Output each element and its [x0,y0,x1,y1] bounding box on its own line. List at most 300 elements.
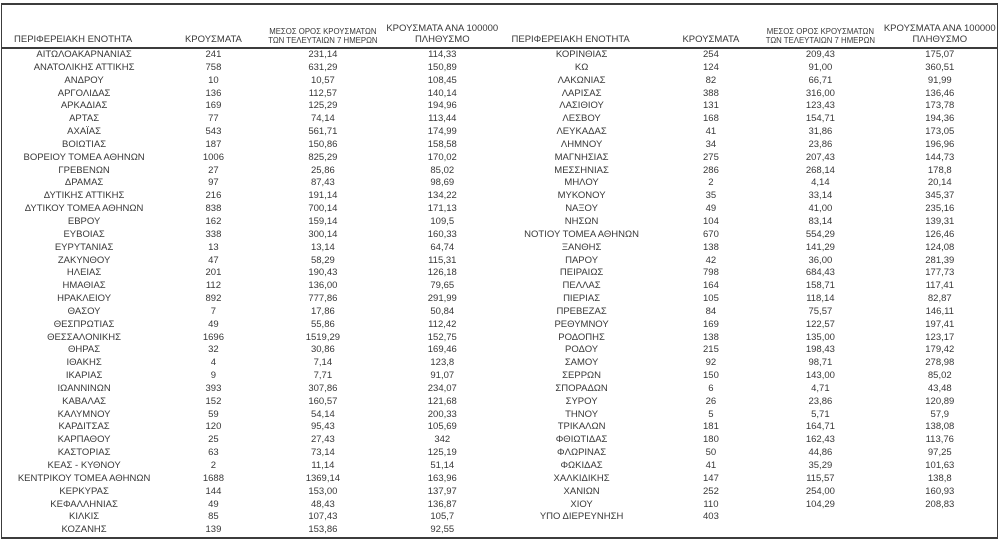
table-row [500,88,998,101]
table-row [2,293,500,306]
table-row [2,421,500,434]
table-row [500,370,998,383]
header-row [2,5,500,48]
cell-7day-average: 44,86 [808,447,833,459]
table-row [2,319,500,332]
cell-region-name: ΚΑΡΠΑΘΟΥ [57,434,111,446]
cell-region-name: ΔΡΑΜΑΣ [64,177,104,189]
cell-7day-average: 684,43 [805,267,835,279]
cell-cases-per-100k: 171,13 [427,203,457,215]
header-cases: ΚΡΟΥΣΜΑΤΑ [664,5,759,48]
table-row [500,75,998,88]
cell-cases: 138 [703,331,719,343]
table-row [500,113,998,126]
table-row [500,242,998,255]
table-row [2,306,500,319]
cell-7day-average: 4,14 [811,177,830,189]
cell-region-name: ΚΕΦΑΛΛΗΝΙΑΣ [50,498,118,510]
table-row [500,216,998,229]
cell-region-name: ΛΑΣΙΘΙΟΥ [559,100,604,112]
cell-7day-average: 17,86 [310,305,335,317]
cell-cases-per-100k: 137,97 [427,485,457,497]
table-row [500,229,998,242]
cell-cases: 147 [703,472,719,484]
cell-cases-per-100k: 134,22 [427,190,457,202]
cell-cases-per-100k: 291,99 [427,293,457,305]
table-row [500,499,998,512]
table-row [500,357,998,370]
cell-region-name: ΑΡΓΟΛΙΔΑΣ [57,87,111,99]
cell-7day-average: 118,14 [806,293,835,305]
cell-region-name: ΜΑΓΝΗΣΙΑΣ [554,151,609,163]
cell-region-name: ΔΥΤΙΚΗΣ ΑΤΤΙΚΗΣ [43,190,125,202]
cell-cases-per-100k: 51,14 [430,460,455,471]
cell-region-name: ΞΑΝΘΗΣ [561,241,602,253]
cell-cases: 1688 [202,472,224,484]
header-cases-per-100k-line2: ΠΛΗΘΥΣΜΟ [912,33,968,45]
cell-7day-average: 231,14 [308,49,338,60]
cell-region-name: ΘΕΣΣΑΛΟΝΙΚΗΣ [47,331,122,343]
table-header-left [2,5,500,48]
cell-cases-per-100k: 194,36 [925,113,955,125]
cell-cases-per-100k: 140,14 [427,87,457,99]
cell-region-name: ΓΡΕΒΕΝΩΝ [58,164,110,176]
cell-cases: 670 [703,228,719,240]
table-row [500,332,998,345]
cell-7day-average: 41,00 [808,203,833,215]
cell-7day-average: 36,00 [808,254,833,266]
cell-region-name: ΡΕΘΥΜΝΟΥ [554,318,609,330]
cell-cases-per-100k: 139,31 [925,215,955,227]
cell-region-name: ΑΝΔΡΟΥ [64,74,104,86]
cell-cases: 49 [705,203,717,215]
cell-cases: 4 [210,357,217,369]
cell-region-name: ΘΕΣΠΡΩΤΙΑΣ [53,318,115,330]
table-row [500,48,998,62]
cell-7day-average: 23,86 [808,138,833,150]
cell-region-name: ΝΑΞΟΥ [565,203,598,215]
cell-7day-average: 10,57 [310,74,335,86]
cell-cases: 9 [210,370,217,382]
cell-region-name: ΛΕΣΒΟΥ [562,113,601,125]
cell-region-name: ΗΛΕΙΑΣ [66,267,102,279]
table-row [2,100,500,113]
cell-region-name: ΗΡΑΚΛΕΙΟΥ [57,293,112,305]
cell-cases-per-100k: 138,8 [927,472,952,484]
cell-7day-average: 33,14 [808,190,833,202]
table-row [2,370,500,383]
table-row [2,447,500,460]
cell-region-name: ΑΝΑΤΟΛΙΚΗΣ ΑΤΤΙΚΗΣ [33,61,135,73]
cell-7day-average: 11,14 [311,460,335,471]
cell-region-name: ΥΠΟ ΔΙΕΡΕΥΝΗΣΗ [539,511,624,523]
table-row [2,242,500,255]
table-row [500,177,998,190]
cell-region-name: ΤΡΙΚΑΛΩΝ [557,421,606,433]
cell-region-name: ΡΟΔΟΠΗΣ [558,331,605,343]
cell-region-name: ΑΡΚΑΔΙΑΣ [60,100,108,112]
cell-7day-average: 25,86 [310,164,335,176]
cell-cases: 164 [703,280,719,292]
table-row [2,357,500,370]
cell-7day-average: 198,43 [805,344,835,356]
cell-cases: 84 [705,305,717,317]
cell-region-name: ΚΟΡΙΝΘΙΑΣ [555,49,608,60]
cell-region-name: ΜΗΛΟΥ [564,177,599,189]
cell-7day-average: 700,14 [308,203,338,215]
cell-cases: 215 [703,344,719,356]
cell-cases-per-100k: 114,33 [428,49,457,60]
cell-cases: 5 [708,408,714,420]
cell-7day-average: 1519,29 [305,331,341,343]
cell-cases-per-100k: 175,07 [925,49,955,60]
cell-7day-average: 75,57 [808,305,833,317]
table-row [500,62,998,75]
cell-7day-average: 153,00 [308,485,338,497]
cell-7day-average: 95,43 [310,421,335,433]
cell-cases-per-100k: 342 [434,434,451,446]
cell-7day-average: 7,14 [313,357,333,369]
cell-7day-average: 207,43 [805,151,835,163]
cell-7day-average: 5,71 [811,408,830,420]
cell-cases-per-100k: 197,41 [925,318,955,330]
cell-cases-per-100k: 20,14 [927,177,952,189]
cell-cases: 150 [703,370,719,382]
cell-cases: 104 [703,215,719,227]
table-row [500,190,998,203]
cell-cases-per-100k: 92,55 [430,524,455,536]
cell-region-name: ΧΑΝΙΩΝ [563,485,600,497]
cell-cases-per-100k: 200,33 [427,408,457,420]
cell-7day-average: 112,57 [308,87,338,99]
cell-cases: 136 [205,87,222,99]
cell-cases-per-100k: 345,37 [925,190,955,202]
cell-cases-per-100k: 179,42 [925,344,955,356]
table-row [500,319,998,332]
cell-7day-average: 73,14 [310,447,335,459]
cell-7day-average: 153,86 [308,524,338,536]
header-7day-average [261,5,385,48]
cell-region-name: ΚΕΑΣ - ΚΥΘΝΟΥ [47,460,121,471]
cell-cases: 152 [205,395,222,407]
cell-region-name: ΛΑΚΩΝΙΑΣ [557,74,606,86]
header-regional-unit: ΠΕΡΙΦΕΡΕΙΑΚΗ ΕΝΟΤΗΤΑ [2,5,166,48]
cell-cases-per-100k: 85,02 [430,164,455,176]
cell-cases-per-100k: 57,9 [930,408,950,420]
header-cases-per-100k [883,5,997,48]
cell-cases-per-100k: 91,07 [430,370,455,382]
table-row [500,203,998,216]
cell-cases: 92 [705,357,717,369]
cell-region-name: ΣΑΜΟΥ [564,357,599,369]
cell-cases-per-100k: 125,19 [427,447,457,459]
cell-7day-average: 123,43 [805,100,835,112]
cell-region-name: ΠΑΡΟΥ [565,254,599,266]
cell-cases-per-100k [883,511,997,524]
cell-region-name: ΠΡΕΒΕΖΑΣ [556,305,607,317]
header-7day-average-line1: ΜΕΣΟΣ ΟΡΟΣ ΚΡΟΥΣΜΑΤΩΝ [766,27,875,36]
table-row [2,409,500,422]
table-row [2,344,500,357]
cell-cases: 338 [205,228,222,240]
table-row [500,473,998,486]
cell-cases-per-100k: 146,11 [925,305,954,317]
regional-cases-table-right [500,5,998,524]
cell-region-name: ΠΕΛΛΑΣ [562,280,601,292]
cell-cases-per-100k: 112,42 [428,318,457,330]
cell-region-name: ΜΕΣΣΗΝΙΑΣ [554,164,609,176]
cell-7day-average: 104,29 [805,498,835,510]
table-row [2,165,500,178]
table-row [2,113,500,126]
table-row [500,511,998,524]
cell-cases: 254 [703,49,719,60]
cell-cases-per-100k: 163,96 [427,472,457,484]
table-row [2,255,500,268]
table-row [500,293,998,306]
table-row [2,152,500,165]
cell-region-name: ΒΟΙΩΤΙΑΣ [62,138,107,150]
header-cases-per-100k-line1: ΚΡΟΥΣΜΑΤΑ ΑΝΑ 100000 [386,23,499,34]
cell-7day-average: 4,71 [811,382,830,394]
cell-7day-average: 209,43 [805,49,835,60]
cell-cases-per-100k: 126,46 [925,228,955,240]
cell-cases-per-100k: 79,65 [430,280,455,292]
cell-7day-average: 125,29 [308,100,338,112]
cell-cases-per-100k: 160,93 [925,485,955,497]
cell-cases-per-100k: 174,99 [427,126,457,138]
cell-7day-average: 561,71 [308,126,338,138]
cell-cases-per-100k: 126,18 [427,267,457,279]
cell-cases-per-100k: 105,7 [430,511,455,523]
table-row [2,524,500,537]
cell-cases: 241 [205,49,222,60]
cell-7day-average: 191,14 [308,190,338,202]
cell-cases-per-100k: 138,08 [925,421,955,433]
cell-cases: 187 [205,138,222,150]
header-cases-per-100k-line1: ΚΡΟΥΣΜΑΤΑ ΑΝΑ 100000 [883,23,996,34]
cell-7day-average: 115,57 [806,472,835,484]
cell-cases: 201 [205,267,222,279]
cell-region-name: ΒΟΡΕΙΟΥ ΤΟΜΕΑ ΑΘΗΝΩΝ [23,151,145,163]
cell-region-name: ΝΟΤΙΟΥ ΤΟΜΕΑ ΑΘΗΝΩΝ [524,228,639,240]
cell-cases-per-100k: 123,17 [925,331,955,343]
table-row [2,177,500,190]
cell-cases: 252 [703,485,719,497]
cell-cases: 41 [705,460,717,471]
cell-cases-per-100k: 194,96 [427,100,457,112]
cell-7day-average: 268,14 [805,164,835,176]
table-row [2,75,500,88]
table-row [2,434,500,447]
cell-7day-average: 58,29 [310,254,335,266]
header-cases-per-100k-line2: ΠΛΗΘΥΣΜΟ [414,33,470,45]
cell-region-name: ΛΕΥΚΑΔΑΣ [556,126,607,138]
cell-cases: 2 [708,177,714,189]
cell-cases: 403 [703,511,719,523]
cell-7day-average: 143,00 [805,370,835,382]
cell-region-name: ΕΥΡΥΤΑΝΙΑΣ [54,241,114,253]
cell-7day-average: 154,71 [805,113,835,125]
cell-7day-average: 316,00 [805,87,835,99]
cell-region-name: ΙΩΑΝΝΙΝΩΝ [57,382,111,394]
cell-7day-average: 27,43 [310,434,335,446]
cell-7day-average: 35,29 [808,460,833,471]
cell-7day-average: 31,86 [808,126,833,138]
cell-cases-per-100k: 150,89 [427,61,457,73]
cell-cases-per-100k: 50,84 [430,305,455,317]
cell-cases-per-100k: 91,99 [927,74,952,86]
cell-region-name: ΚΕΝΤΡΙΚΟΥ ΤΟΜΕΑ ΑΘΗΝΩΝ [17,472,151,484]
table-row [500,486,998,499]
cell-cases-per-100k: 124,08 [925,241,955,253]
cell-region-name: ΗΜΑΘΙΑΣ [62,280,106,292]
cell-region-name: ΧΙΟΥ [570,498,593,510]
cell-region-name: ΣΠΟΡΑΔΩΝ [555,382,608,394]
cell-cases-per-100k: 117,41 [925,280,954,292]
cell-region-name: ΛΑΡΙΣΑΣ [561,87,602,99]
cell-cases: 47 [208,254,219,266]
cell-cases: 1696 [202,331,224,343]
cell-7day-average: 300,14 [308,228,338,240]
cell-region-name: ΝΗΣΩΝ [564,215,599,227]
table-row [2,332,500,345]
table-row [2,499,500,512]
cell-7day-average: 631,29 [308,61,338,73]
cell-7day-average: 160,57 [308,395,338,407]
table-row [500,306,998,319]
header-7day-average-line2: ΤΩΝ ΤΕΛΕΥΤΑΙΩΝ 7 ΗΜΕΡΩΝ [765,36,876,45]
cell-region-name: ΚΑΛΥΜΝΟΥ [57,408,111,420]
cell-7day-average: 13,14 [310,241,335,253]
cell-cases-per-100k: 152,75 [427,331,457,343]
cell-7day-average: 7,71 [313,370,333,382]
table-row [500,447,998,460]
cell-cases-per-100k: 278,98 [925,357,955,369]
table-row [2,267,500,280]
cell-cases-per-100k: 113,76 [925,434,954,446]
cell-cases: 120 [205,421,222,433]
cell-cases: 543 [205,126,222,138]
table-row [2,280,500,293]
cell-7day-average: 107,43 [308,511,338,523]
table-row [500,280,998,293]
cell-cases: 6 [708,382,714,394]
cell-cases: 82 [705,74,717,86]
cell-7day-average: 23,86 [808,395,833,407]
table-row [500,460,998,473]
cell-cases: 59 [208,408,219,420]
table-row [2,126,500,139]
cell-region-name: ΑΧΑΪΑΣ [67,126,102,138]
cell-cases: 13 [208,241,219,253]
header-7day-average-line2: ΤΩΝ ΤΕΛΕΥΤΑΙΩΝ 7 ΗΜΕΡΩΝ [268,36,378,45]
cell-7day-average: 87,43 [310,177,335,189]
table-row [500,126,998,139]
cell-cases: 144 [205,485,222,497]
header-cases: ΚΡΟΥΣΜΑΤΑ [166,5,261,48]
cases-by-regional-unit-sheet [1,3,998,539]
cell-cases-per-100k: 82,87 [927,293,952,305]
cell-region-name: ΑΡΤΑΣ [69,113,100,125]
cell-region-name: ΛΗΜΝΟΥ [560,138,603,150]
table-row [2,48,500,62]
cell-7day-average: 190,43 [308,267,338,279]
regional-cases-table-left [2,5,500,537]
cell-cases-per-100k: 158,58 [427,138,457,150]
cell-7day-average: 159,14 [308,215,338,227]
cell-region-name: ΡΟΔΟΥ [565,344,599,356]
table-row [500,421,998,434]
table-row [500,409,998,422]
table-row [2,139,500,152]
cell-cases-per-100k: 169,46 [427,344,457,356]
cell-cases: 168 [703,113,719,125]
cell-7day-average [758,511,882,524]
cell-cases-per-100k: 160,33 [427,228,457,240]
cell-cases: 42 [705,254,717,266]
table-row [500,165,998,178]
table-row [2,396,500,409]
cell-cases-per-100k: 136,46 [925,87,955,99]
cell-region-name: ΙΚΑΡΙΑΣ [65,370,103,382]
table-row [500,152,998,165]
cell-region-name: ΤΗΝΟΥ [565,408,599,420]
cell-7day-average: 30,86 [310,344,335,356]
cell-cases-per-100k: 173,05 [925,126,955,138]
cell-cases-per-100k: 123,8 [430,357,455,369]
table-row [2,383,500,396]
cell-cases: 41 [705,126,717,138]
table-row [2,88,500,101]
cell-7day-average: 164,71 [805,421,835,433]
cell-region-name: ΧΑΛΚΙΔΙΚΗΣ [553,472,610,484]
cell-7day-average: 83,14 [808,215,833,227]
cell-cases: 286 [703,164,719,176]
cell-region-name: ΦΩΚΙΔΑΣ [560,460,603,471]
cell-7day-average: 55,86 [310,318,335,330]
cell-cases: 35 [705,190,717,202]
cell-region-name: ΚΟΖΑΝΗΣ [61,524,107,536]
cell-cases-per-100k: 64,74 [430,241,455,253]
cell-cases-per-100k: 178,8 [927,164,952,176]
cell-cases-per-100k: 97,25 [927,447,952,459]
table-row [500,344,998,357]
cell-cases: 124 [703,61,719,73]
table-row [2,460,500,473]
cell-cases: 110 [703,498,719,510]
table-row [500,100,998,113]
cell-cases: 139 [205,524,222,536]
cell-7day-average: 54,14 [310,408,335,420]
cell-cases: 85 [208,511,219,523]
table-row [500,139,998,152]
cell-7day-average: 554,29 [805,228,835,240]
table-row [2,203,500,216]
table-row [2,486,500,499]
table-row [500,383,998,396]
cell-cases-per-100k: 108,45 [427,74,457,86]
table-row [2,229,500,242]
table-row [2,473,500,486]
cell-7day-average: 141,29 [805,241,835,253]
cell-cases: 1006 [202,151,224,163]
cell-cases-per-100k: 109,5 [430,215,455,227]
cell-cases-per-100k: 177,73 [925,267,955,279]
cell-cases: 162 [205,215,222,227]
table-row [500,267,998,280]
cell-region-name: ΘΑΣΟΥ [67,305,101,317]
